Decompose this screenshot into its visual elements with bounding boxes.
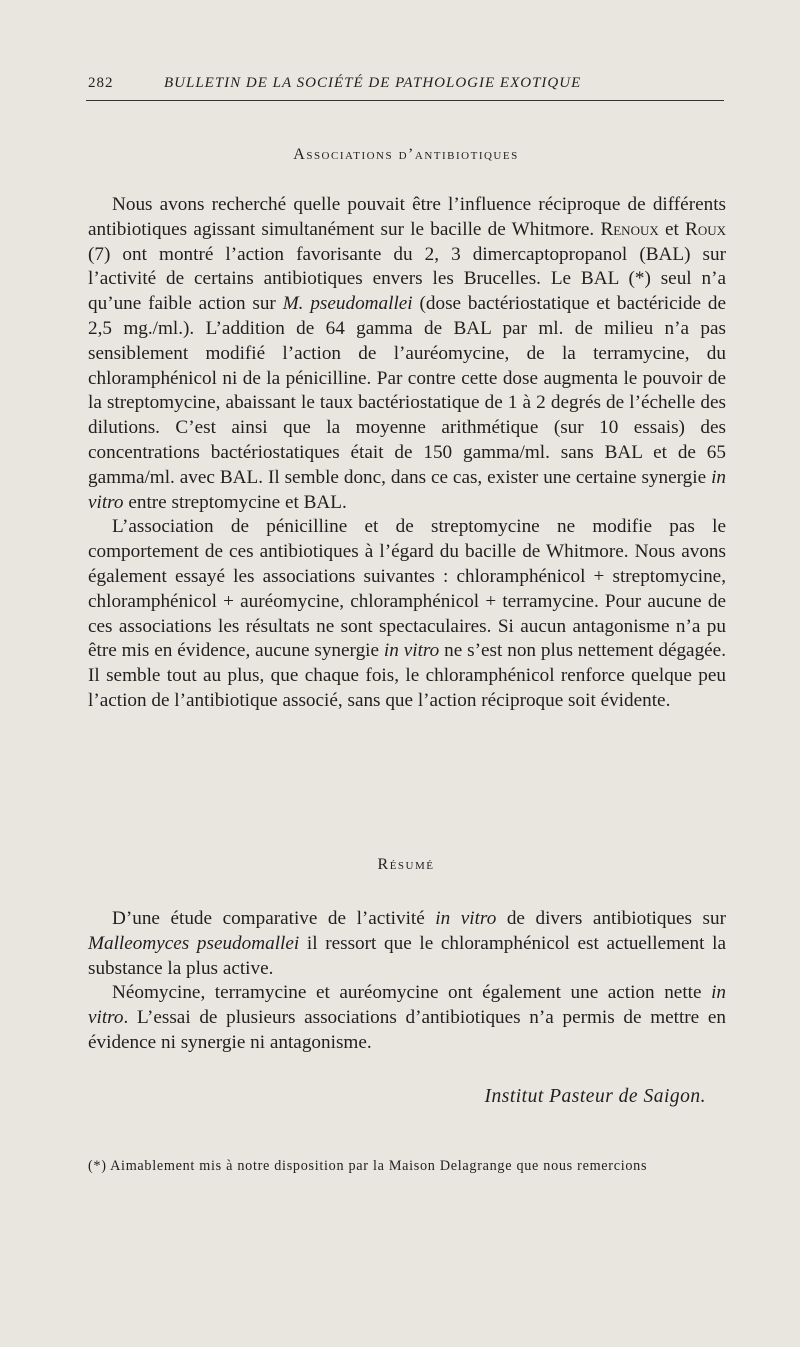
in-vitro-term: in vitro [435,908,497,929]
text-run: et [658,218,686,240]
paragraph [88,193,726,515]
journal-title: BULLETIN DE LA SOCIÉTÉ DE PATHOLOGIE EXOTIQUE [164,75,582,91]
text-run: Néomycine, terramycine et auréomycine ont également une action nette [112,982,712,1004]
in-vitro-term: in vitro [88,982,726,1029]
text-run: Nous avons recherché quelle pouvait être l’influence réciproque de différents antibiotiques agissant simultanément sur le bacille de Whitmore. [88,194,726,240]
text-run: il ressort que le chloramphénicol est actuellement la substance la plus active. [88,932,726,979]
species-name: Malleomyces pseudomallei [88,932,300,954]
in-vitro-term: in vitro [383,640,440,662]
running-head [88,75,724,99]
text-run: de divers antibiotiques sur [496,908,727,929]
paragraph [88,981,726,1055]
paragraph [88,907,726,981]
section-title-resume: Résumé [377,856,435,873]
text-run: (dose bactériostatique et bactéricide de 2,5 mg./ml.). L’addition de 64 gamma de BAL par ml. de milieu n’a pas sensiblement modifié l’action de l’auréomycine, de la terramycine, du chloramphénicol ni de la pénicilline. Par contre cette dose augmenta le pouvoir de la streptomycine, abaissant le taux bactériostatique de 1 à 2 degrés de l’échelle des dilutions. C’est ainsi que la moyenne arithmétique (sur 10 essais) des concentrations bactériostatiques était de 150 gamma/ml. sans BAL et de 65 gamma/ml. avec BAL. Il semble donc, dans ce cas, exister une certaine synergie [88,293,727,488]
header-rule [86,100,724,101]
author-name: Renoux [600,218,659,240]
text-run: L’association de pénicilline et de streptomycine ne modifie pas le comportement de ces antibiotiques à l’égard du bacille de Whitmore. Nous avons également essayé les associations suivantes : chloramphénicol + streptomycine, chloramphénicol + auréomycine, chloramphénicol + terramycine. Pour aucune de ces associations les résultats ne sont spectaculaires. Si aucun antagonisme n’a pu être mis en évidence, aucune synergie [88,516,726,662]
section-title-associations: Associations d’antibiotiques [293,146,519,163]
text-run: entre streptomycine et BAL. [123,491,347,513]
text-run: . L’essai de plusieurs associations d’antibiotiques n’a permis de mettre en évidence ni synergie ni antagonisme. [88,1007,726,1053]
in-vitro-term: in vitro [88,466,726,513]
text-run: D’une étude comparative de l’activité [112,908,436,929]
page-number: 282 [88,75,114,91]
footnote: (*) Aimablement mis à notre disposition par la Maison Delagrange que nous remercions [88,1158,648,1174]
species-name: M. pseudomallei [282,293,413,315]
text-run: (7) ont montré l’action favorisante du 2, 3 dimercaptopropanol (BAL) sur l’activité de certains antibiotiques envers les Brucelles. Le BAL (*) seul n’a qu’une faible action sur [88,243,726,315]
section-resume-body [88,907,726,1056]
section-associations-body [88,193,726,714]
paragraph [88,515,726,713]
text-run: ne s’est non plus nettement dégagée. Il semble tout au plus, que chaque fois, le chloramphénicol renforce quelque peu l’action de l’antibiotique associé, sans que l’action réciproque soit évidente. [88,640,726,711]
institution-signature: Institut Pasteur de Saigon. [484,1086,706,1107]
author-name: Roux [685,218,726,240]
